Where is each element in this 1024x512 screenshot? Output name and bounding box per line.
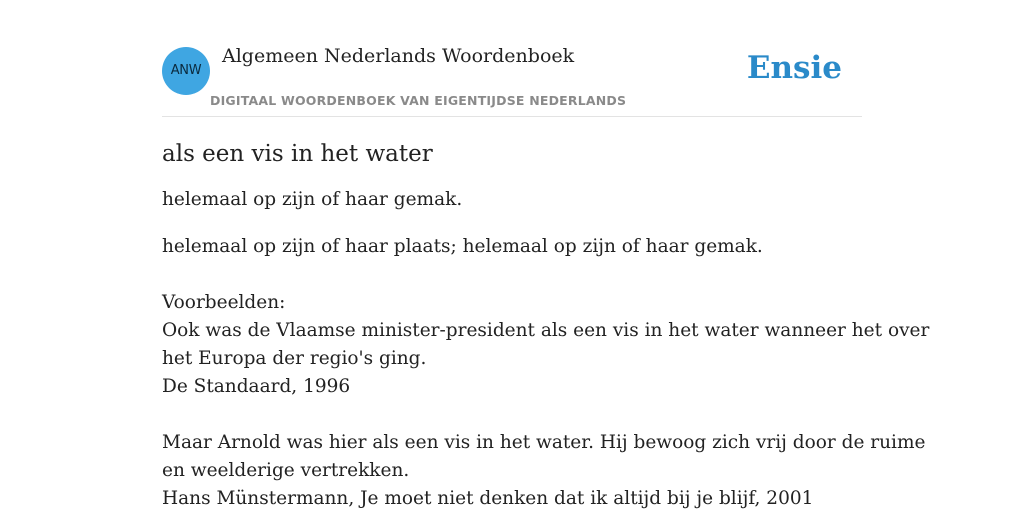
entry-content [162, 138, 930, 512]
ensie-brand-logo[interactable]: Ensie [746, 50, 842, 86]
example-text: Ook was de Vlaamse minister-president als een vis in het water wanneer het over [162, 320, 930, 341]
blank-line [162, 261, 867, 289]
short-definition: helemaal op zijn of haar gemak. [162, 189, 463, 210]
site-title[interactable]: Algemeen Nederlands Woordenboek [222, 45, 575, 67]
entry-headword: als een vis in het water [162, 141, 433, 167]
example-source: De Standaard, 1996 [162, 376, 351, 397]
definition-text: helemaal op zijn of haar plaats; helemaal op zijn of haar gemak. [162, 236, 763, 257]
example-text: en weelderige vertrekken. [162, 460, 410, 481]
example-source: Hans Münstermann, Je moet niet denken dat ik altijd bij je blijf, 2001 [162, 488, 814, 509]
example-text: het Europa der regio's ging. [162, 348, 427, 369]
examples-label: Voorbeelden: [162, 292, 286, 313]
example-text: Maar Arnold was hier als een vis in het water. Hij bewoog zich vrij door de ruime [162, 432, 926, 453]
definition-body [162, 233, 930, 512]
site-header [162, 44, 862, 117]
site-subtitle: DIGITAAL WOORDENBOEK VAN EIGENTIJDSE NEDERLANDS [210, 93, 627, 108]
blank-line [162, 401, 867, 429]
anw-logo[interactable]: ANW [162, 47, 210, 95]
